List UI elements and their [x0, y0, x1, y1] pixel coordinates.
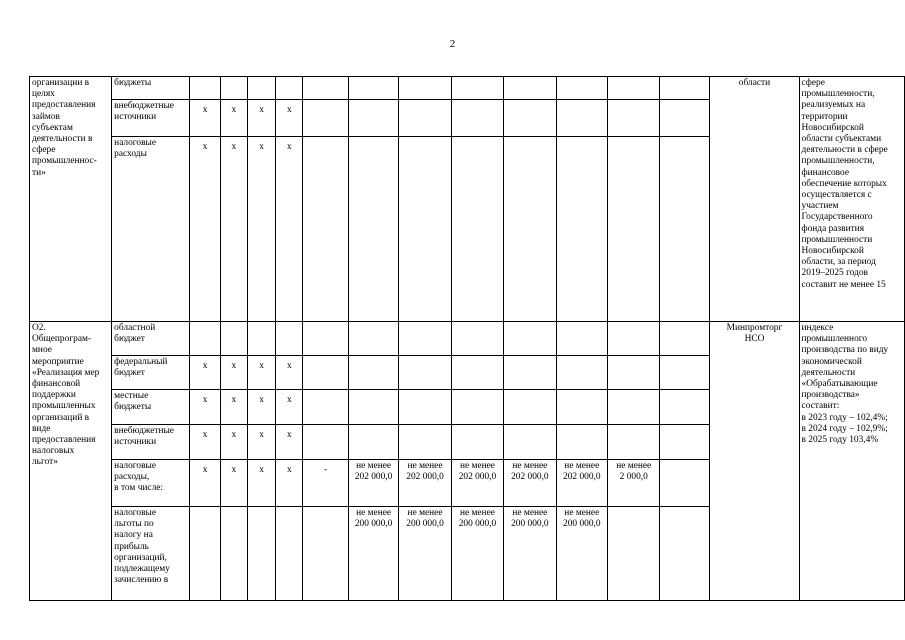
mark-cell: х [276, 460, 303, 507]
dash-cell [303, 322, 349, 356]
value-cell [660, 425, 710, 460]
mark-cell: х [190, 137, 221, 322]
mark-cell [247, 77, 276, 100]
expected-result-cell: сфере промышленности, реализуемых на территории Новосибирской области субъектами деятельности в сфере промышленности, финансовое обеспечение которых осуществляется с участием Государственного фонда развития промышленности Новосибирской области, за период 2019–2025 годов составит не менее 15 [799, 77, 904, 322]
mark-cell: х [247, 356, 276, 390]
mark-cell [220, 322, 247, 356]
value-cell: не менее 2 000,0 [608, 460, 660, 507]
mark-cell: х [190, 100, 221, 137]
mark-cell: х [220, 137, 247, 322]
expected-result-cell: индексе промышленного производства по виду экономической деятельности «Обрабатывающие производства» составит: в 2023 году – 102,4%; в 2024 году – 102,9%; в 2025 году 103,4% [799, 322, 904, 601]
value-cell [399, 137, 451, 322]
mark-cell: х [276, 390, 303, 425]
mark-cell: х [276, 425, 303, 460]
value-cell [399, 356, 451, 390]
value-cell [348, 356, 399, 390]
dash-cell: - [303, 460, 349, 507]
value-cell [660, 77, 710, 100]
measure-name-cell: О2. Общепрограм- мное мероприятие «Реализация мер финансовой поддержки промышленных организаций в виде предоставления налоговых льгот» [30, 322, 112, 601]
value-cell [660, 507, 710, 601]
value-cell [451, 356, 503, 390]
mark-cell [247, 507, 276, 601]
value-cell [399, 322, 451, 356]
value-cell [399, 390, 451, 425]
funding-source-cell: местные бюджеты [112, 390, 190, 425]
value-cell [556, 356, 607, 390]
value-cell [608, 137, 660, 322]
value-cell [348, 77, 399, 100]
mark-cell: х [220, 356, 247, 390]
value-cell [608, 322, 660, 356]
value-cell [504, 77, 556, 100]
value-cell [451, 322, 503, 356]
value-cell [556, 77, 607, 100]
funding-source-cell: налоговые расходы, в том числе: [112, 460, 190, 507]
mark-cell [276, 77, 303, 100]
mark-cell: х [190, 460, 221, 507]
mark-cell [247, 322, 276, 356]
value-cell [660, 460, 710, 507]
table-row [30, 322, 905, 356]
mark-cell: х [276, 100, 303, 137]
value-cell: не менее 202 000,0 [451, 460, 503, 507]
value-cell [348, 137, 399, 322]
mark-cell: х [276, 356, 303, 390]
mark-cell: х [190, 390, 221, 425]
executor-cell: Минпромторг НСО [710, 322, 799, 601]
value-cell [303, 137, 349, 322]
funding-source-cell: внебюджетные источники [112, 425, 190, 460]
dash-cell [303, 356, 349, 390]
value-cell: не менее 202 000,0 [348, 460, 399, 507]
value-cell [399, 425, 451, 460]
funding-source-cell: федеральный бюджет [112, 356, 190, 390]
value-cell [608, 77, 660, 100]
mark-cell: х [220, 425, 247, 460]
value-cell: не менее 200 000,0 [451, 507, 503, 601]
value-cell [348, 322, 399, 356]
value-cell [451, 77, 503, 100]
value-cell [556, 100, 607, 137]
funding-source-cell: внебюджетные источники [112, 100, 190, 137]
value-cell [608, 100, 660, 137]
value-cell [556, 390, 607, 425]
mark-cell [276, 507, 303, 601]
funding-source-cell: налоговые льготы по налогу на прибыль организаций, подлежащему зачислению в [112, 507, 190, 601]
program-table [29, 76, 905, 601]
value-cell [608, 390, 660, 425]
mark-cell: х [276, 137, 303, 322]
value-cell [608, 356, 660, 390]
value-cell [660, 356, 710, 390]
value-cell [660, 137, 710, 322]
value-cell: не менее 200 000,0 [399, 507, 451, 601]
value-cell: не менее 202 000,0 [504, 460, 556, 507]
mark-cell: х [220, 460, 247, 507]
value-cell [399, 100, 451, 137]
mark-cell: х [247, 137, 276, 322]
mark-cell: х [247, 425, 276, 460]
dash-cell [303, 507, 349, 601]
value-cell: не менее 200 000,0 [348, 507, 399, 601]
mark-cell: х [247, 460, 276, 507]
table-row [30, 77, 905, 100]
mark-cell: х [247, 100, 276, 137]
funding-source-cell: налоговые расходы [112, 137, 190, 322]
value-cell [348, 425, 399, 460]
value-cell [608, 507, 660, 601]
value-cell: не менее 200 000,0 [556, 507, 607, 601]
value-cell [451, 425, 503, 460]
value-cell [556, 425, 607, 460]
value-cell [660, 390, 710, 425]
value-cell: не менее 202 000,0 [399, 460, 451, 507]
value-cell [556, 322, 607, 356]
mark-cell [190, 322, 221, 356]
value-cell [504, 322, 556, 356]
executor-cell: области [710, 77, 799, 322]
mark-cell: х [247, 390, 276, 425]
value-cell [660, 100, 710, 137]
mark-cell [190, 507, 221, 601]
mark-cell [276, 322, 303, 356]
value-cell [608, 425, 660, 460]
mark-cell [190, 77, 221, 100]
page-number: 2 [449, 38, 456, 50]
value-cell [399, 77, 451, 100]
funding-source-cell: областной бюджет [112, 322, 190, 356]
dash-cell [303, 425, 349, 460]
value-cell [504, 390, 556, 425]
funding-source-cell: бюджеты [112, 77, 190, 100]
mark-cell [220, 77, 247, 100]
value-cell [348, 100, 399, 137]
value-cell [556, 137, 607, 322]
value-cell [451, 390, 503, 425]
mark-cell [220, 507, 247, 601]
mark-cell: х [190, 425, 221, 460]
value-cell [504, 356, 556, 390]
mark-cell: х [220, 100, 247, 137]
mark-cell: х [190, 356, 221, 390]
value-cell [303, 77, 349, 100]
dash-cell [303, 390, 349, 425]
value-cell [660, 322, 710, 356]
value-cell [451, 100, 503, 137]
value-cell: не менее 202 000,0 [556, 460, 607, 507]
value-cell [504, 137, 556, 322]
value-cell [504, 100, 556, 137]
value-cell [303, 100, 349, 137]
value-cell [451, 137, 503, 322]
mark-cell: х [220, 390, 247, 425]
value-cell [348, 390, 399, 425]
value-cell: не менее 200 000,0 [504, 507, 556, 601]
value-cell [504, 425, 556, 460]
measure-name-cell: организации в целях предоставления займов субъектам деятельности в сфере промышленнос- ти» [30, 77, 112, 322]
